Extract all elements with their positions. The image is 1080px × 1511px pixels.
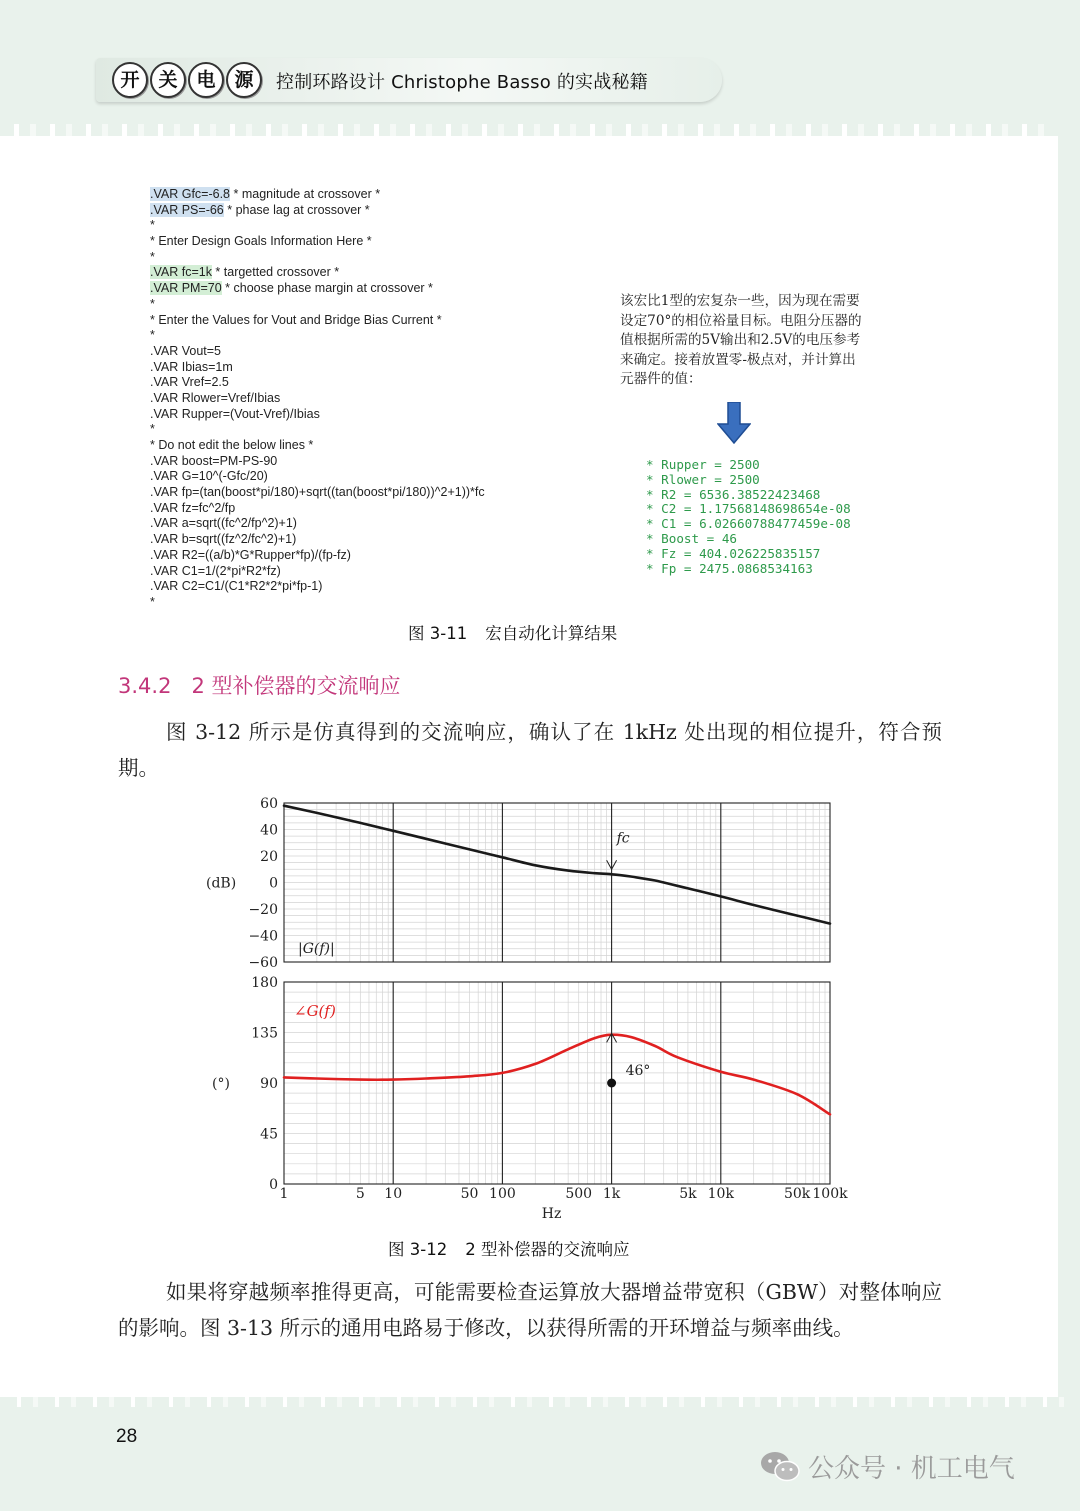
figure-title: 宏自动化计算结果 [485,624,618,643]
code-statement: .VAR PM=70 [150,281,222,296]
code-statement: * [150,594,155,609]
result-line: * Boost = 46 [646,530,737,546]
magnitude-y-tick-label: 20 [260,849,278,865]
code-statement: * Do not edit the below lines * [150,438,314,452]
ac-response-chart [190,792,870,1228]
code-statement: .VAR R2=((a/b)*G*Rupper*fp)/(fp-fz) [150,547,351,562]
code-statement: .VAR PS=-66 [150,202,224,217]
page-edge-strip [1058,0,1080,1511]
x-tick-label: 10k [707,1186,734,1202]
phase-y-tick-label: 90 [260,1076,278,1092]
wechat-icon [760,1450,800,1484]
macro-annotation [620,292,912,390]
code-line [150,438,600,454]
code-line [150,407,600,423]
code-line [150,297,600,313]
code-line [150,485,600,501]
code-statement: .VAR fp=(tan(boost*pi/180)+sqrt((tan(boost*pi/180))^2+1))*fc [150,485,485,500]
result-line: * C2 = 1.17568148698654e-08 [646,501,851,517]
code-line [150,579,600,595]
phase-series-label: ∠G(f) [294,1002,336,1020]
magnitude-y-tick-label: 40 [260,822,278,839]
code-statement: * Enter Design Goals Information Here * [150,234,372,249]
result-line: * C1 = 6.02660788477459e-08 [646,516,851,532]
code-statement: .VAR fz=fc^2/fp [150,500,236,515]
code-line [150,454,600,470]
annotation-line: 设定70°的相位裕量目标。电阻分压器的 [620,312,862,329]
figure-title: 2 型补偿器的交流响应 [465,1240,630,1259]
phase-y-tick-label: 0 [269,1177,278,1193]
series-badge [112,62,262,98]
code-statement: .VAR Vref=2.5 [150,375,229,390]
down-arrow-icon [717,402,751,444]
code-statement: .VAR Gfc=-6.8 [150,187,231,201]
code-line [150,501,600,517]
x-tick-label: 5 [355,1186,365,1202]
figure-caption [388,1236,629,1260]
magnitude-curve [284,806,830,924]
magnitude-y-tick-label: 60 [260,796,278,812]
x-axis-label: Hz [541,1206,562,1222]
series-char: 源 [226,62,262,98]
phase-y-tick-label: 135 [251,1025,278,1042]
phase-axis-label: (°) [212,1076,230,1092]
x-tick-label: 100 [489,1186,516,1202]
annotation-line: 该宏比1型的宏复杂一些，因为现在需要 [620,293,860,309]
result-line: * Rupper = 2500 [646,457,760,472]
body-paragraph: 如果将穿越频率推得更高，可能需要检查运算放大器增益带宽积（GBW）对整体响应的影响。图 3-13 所示的通用电路易于修改，以获得所需的开环增益与频率曲线。 [118,1280,942,1340]
result-line: * Fp = 2475.0868534163 [646,560,813,576]
annotation-line: 元器件的值： [620,371,702,388]
code-line [150,564,600,580]
x-tick-label: 10 [384,1186,403,1202]
code-statement: .VAR boost=PM-PS-90 [150,453,278,468]
code-statement: .VAR Rupper=(Vout-Vref)/Ibias [150,406,320,421]
annotation-line: 值根据所需的5V输出和2.5V的电压参考 [620,332,861,349]
code-line [150,360,600,376]
annotation-line: 来确定。接着放置零-极点对，并计算出 [620,351,856,368]
code-statement: * [150,422,155,437]
result-line: * R2 = 6536.38522423468 [646,486,821,502]
code-comment: * phase lag at crossover * [223,202,370,217]
code-line [150,265,600,281]
x-tick-label: 1k [602,1186,621,1202]
code-line [150,375,600,391]
code-statement: * [150,296,155,311]
x-tick-label: 500 [565,1186,593,1202]
code-statement: .VAR C2=C1/(C1*R2*2*pi*fp-1) [150,579,323,594]
section-title: 2 型补偿器的交流响应 [191,674,401,698]
code-statement: * [150,328,155,343]
code-statement: .VAR Ibias=1m [150,359,233,374]
wechat-watermark [760,1448,1015,1485]
code-statement: .VAR a=sqrt((fc^2/fp^2)+1) [150,516,297,531]
magnitude-series-label: |G(f)| [298,941,335,957]
code-line [150,422,600,438]
code-statement: * [150,249,155,264]
code-comment: * choose phase margin at crossover * [221,281,433,296]
magnitude-y-tick-label: 0 [269,875,278,892]
result-line: * Rlower = 2500 [646,471,760,487]
magnitude-y-tick-label: −60 [248,955,278,971]
code-statement: .VAR b=sqrt((fz^2/fc^2)+1) [150,532,297,547]
calculation-results [646,458,851,576]
code-line [150,281,600,297]
code-statement: * [150,218,155,233]
code-line [150,391,600,407]
figure-number: 图 3-12 [388,1240,448,1259]
x-tick-label: 100k [812,1186,848,1202]
code-line [150,469,600,485]
code-statement: .VAR fc=1k [150,265,212,280]
phase-y-tick-label: 180 [251,975,278,991]
phase-curve [284,1035,830,1115]
code-line [150,532,600,548]
code-statement: .VAR Rlower=Vref/Ibias [150,390,281,405]
result-line: * Fz = 404.026225835157 [646,545,821,561]
macro-code-listing [150,187,600,611]
figure-number: 图 3-11 [408,624,468,643]
code-line [150,203,600,219]
book-title: 控制环路设计 Christophe Basso 的实战秘籍 [276,72,648,93]
page-number: 28 [116,1426,138,1447]
code-line [150,595,600,611]
code-line [150,328,600,344]
watermark-text: 公众号 · 机工电气 [808,1454,1015,1484]
boost-base-dot [607,1079,616,1088]
magnitude-y-tick-label: −20 [248,902,278,918]
code-line [150,187,600,203]
magnitude-axis-label: (dB) [206,875,237,892]
series-char: 开 [112,62,148,98]
code-comment: * magnitude at crossover * [230,187,381,201]
code-comment: * targetted crossover * [211,265,340,280]
code-line [150,250,600,266]
code-statement: .VAR C1=1/(2*pi*R2*fz) [150,563,281,578]
x-tick-label: 50k [783,1186,811,1202]
fc-label: fc [616,830,630,847]
x-tick-label: 50 [460,1186,479,1202]
phase-y-tick-label: 45 [260,1126,278,1143]
code-line [150,313,600,329]
code-line [150,344,600,360]
code-statement: .VAR G=10^(-Gfc/20) [150,469,268,484]
code-line [150,234,600,250]
code-statement: .VAR Vout=5 [150,343,221,358]
code-line [150,218,600,234]
magnitude-y-tick-label: −40 [248,928,278,945]
figure-caption [408,620,617,644]
boost-label: 46° [625,1063,651,1079]
section-number: 3.4.2 [118,674,172,698]
code-line [150,516,600,532]
code-line [150,548,600,564]
series-char: 电 [188,62,224,98]
code-statement: * Enter the Values for Vout and Bridge Bias Current * [150,312,442,327]
x-tick-label: 5k [679,1186,697,1202]
series-char: 关 [150,62,186,98]
section-heading [118,670,400,700]
body-paragraph: 图 3-12 所示是仿真得到的交流响应，确认了在 1kHz 处出现的相位提升，符合预期。 [118,720,942,780]
x-tick-label: 1 [279,1186,289,1202]
